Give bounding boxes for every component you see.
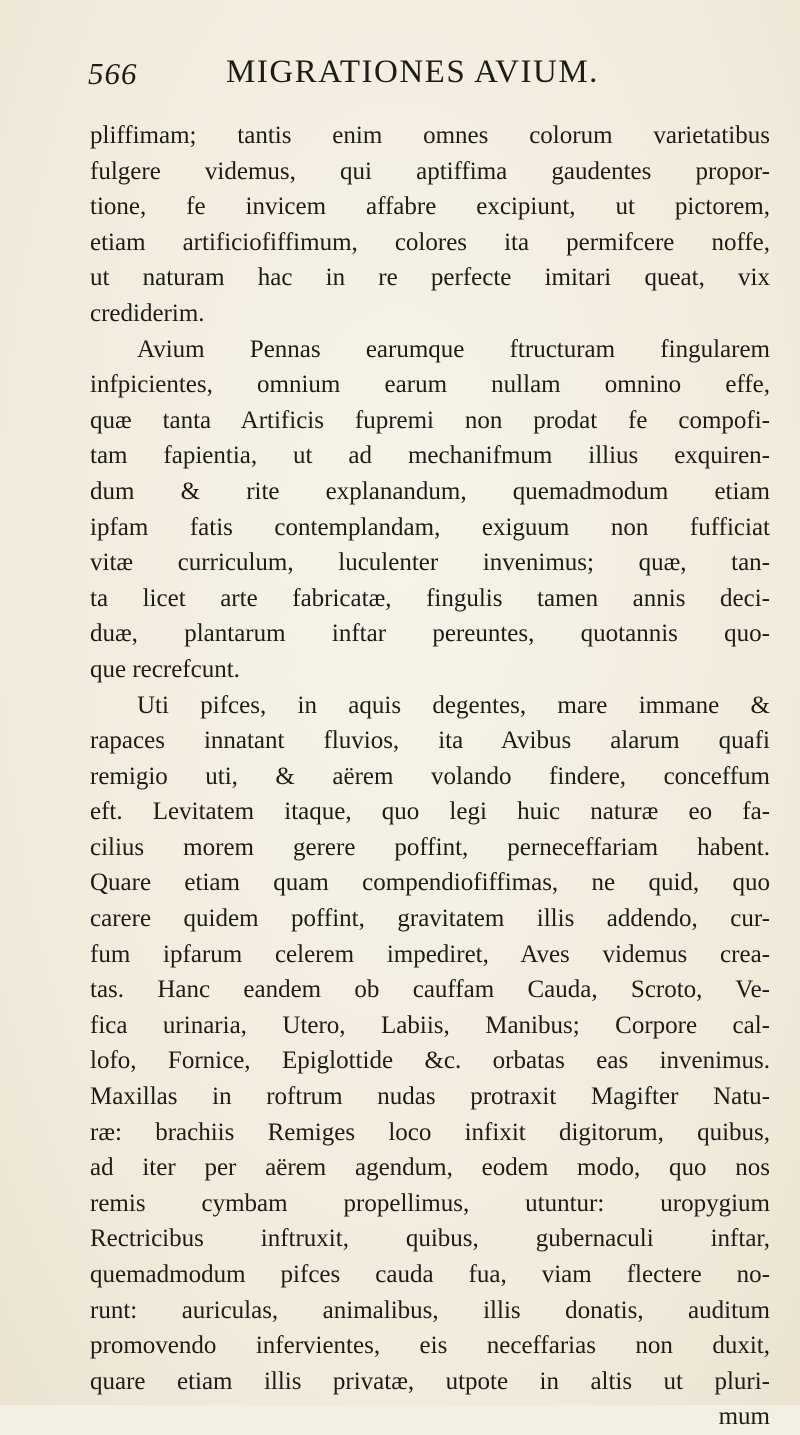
paragraph	[90, 688, 770, 1435]
text-line: fulgere videmus, qui aptiffima gaudentes propor-	[90, 157, 770, 185]
paragraph	[90, 118, 770, 332]
page-header	[88, 50, 768, 96]
text-line: ipfam fatis contemplandam, exiguum non fufficiat	[90, 513, 770, 541]
text-line: remigio uti, & aërem volando findere, conceffum	[90, 762, 770, 790]
text-line: mum	[718, 1403, 770, 1431]
text-line: quare etiam illis privatæ, utpote in altis ut pluri-	[90, 1367, 770, 1395]
text-line: promovendo infervientes, eis neceffarias non duxit,	[90, 1332, 770, 1360]
text-line: tas. Hanc eandem ob cauffam Cauda, Scroto, Ve-	[90, 976, 770, 1004]
text-line: ræ: brachiis Remiges loco infixit digitorum, quibus,	[90, 1118, 770, 1146]
text-line: rapaces innatant fluvios, ita Avibus alarum quafi	[90, 727, 770, 755]
text-line: carere quidem poffint, gravitatem illis addendo, cur-	[90, 905, 770, 933]
text-line: duæ, plantarum inftar pereuntes, quotannis quo-	[90, 620, 770, 648]
text-line: eft. Levitatem itaque, quo legi huic naturæ eo fa-	[90, 798, 770, 826]
text-line: lofo, Fornice, Epiglottide &c. orbatas eas invenimus.	[90, 1047, 770, 1075]
text-line: pliffimam; tantis enim omnes colorum varietatibus	[90, 122, 770, 149]
text-line: etiam artificiofiffimum, colores ita permifcere noffe,	[90, 228, 770, 256]
paragraph	[90, 332, 770, 688]
text-line: tam fapientia, ut ad mechanifmum illius exquiren-	[90, 442, 770, 470]
text-line: Uti pifces, in aquis degentes, mare immane &	[137, 691, 770, 719]
text-line: Rectricibus inftruxit, quibus, gubernaculi inftar,	[90, 1225, 770, 1253]
text-line: cilius morem gerere poffint, perneceffariam habent.	[90, 833, 770, 861]
text-line: vitæ curriculum, luculenter invenimus; quæ, tan-	[90, 549, 770, 577]
text-line: infpicientes, omnium earum nullam omnino effe,	[90, 371, 770, 399]
text-line: quæ tanta Artificis fupremi non prodat fe compofi-	[90, 406, 770, 434]
text-line: ad iter per aërem agendum, eodem modo, quo nos	[90, 1154, 770, 1182]
text-line: ut naturam hac in re perfecte imitari queat, vix	[90, 264, 770, 292]
text-line: fica urinaria, Utero, Labiis, Manibus; Corpore cal-	[90, 1011, 770, 1039]
text-line: crediderim.	[90, 299, 205, 327]
text-line: dum & rite explanandum, quemadmodum etiam	[90, 477, 770, 505]
text-line: fum ipfarum celerem impediret, Aves videmus crea-	[90, 940, 770, 968]
text-line: que recrefcunt.	[90, 655, 240, 683]
text-line: tione, fe invicem affabre excipiunt, ut pictorem,	[90, 193, 770, 221]
page-number: 566	[88, 56, 138, 91]
text-line: remis cymbam propellimus, utuntur: uropygium	[90, 1189, 770, 1217]
running-title: MIGRATIONES AVIUM.	[226, 54, 599, 90]
text-line: runt: auriculas, animalibus, illis donatis, auditum	[90, 1296, 770, 1324]
text-line: quemadmodum pifces cauda fua, viam flectere no-	[90, 1261, 770, 1288]
body-text	[90, 118, 770, 1435]
text-line: Avium Pennas earumque ftructuram fingularem	[137, 335, 770, 363]
text-line: Quare etiam quam compendiofiffimas, ne quid, quo	[90, 869, 770, 897]
text-line: Maxillas in roftrum nudas protraxit Magifter Natu-	[90, 1083, 770, 1111]
text-line: ta licet arte fabricatæ, fingulis tamen annis deci-	[90, 584, 770, 612]
